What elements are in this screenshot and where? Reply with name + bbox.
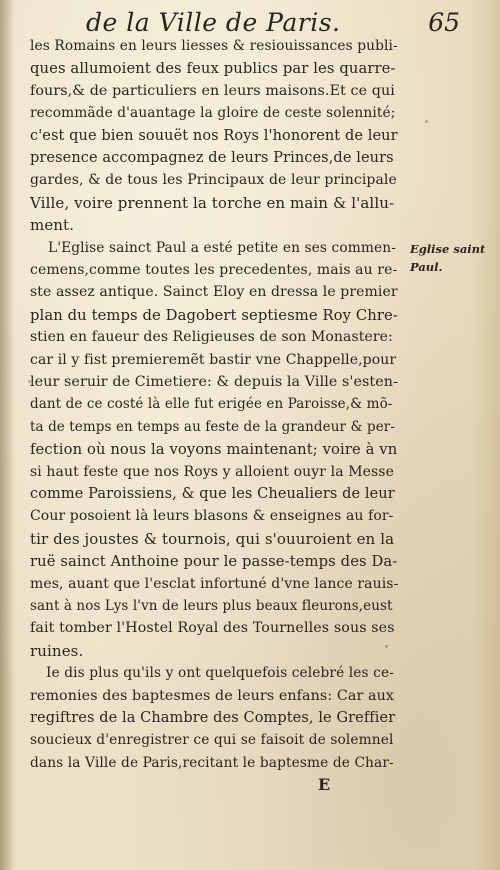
text-line: si haut feste que nos Roys y alloient ouyr la Messe (30, 464, 394, 480)
running-title: de la Ville de Paris. (86, 8, 341, 37)
text-line: Ie dis plus qu'ils y ont quelquefois celebré les ce- (46, 665, 394, 681)
margin-note-line: Paul. (410, 260, 443, 274)
text-line: les Romains en leurs liesses & resiouissances publi- (30, 38, 398, 54)
text-line: recommãde d'auantage la gloire de ceste solennité; (30, 105, 396, 121)
text-line: ruë sainct Anthoine pour le passe-temps des Da- (30, 553, 398, 570)
text-line: regiftres de la Chambre des Comptes, le Greffier (30, 710, 396, 726)
text-line: Ville, voire prennent la torche en main & l'allu- (30, 194, 395, 212)
text-line: fection où nous la voyons maintenant; voire à vn (30, 441, 398, 458)
text-line: Cour posoient là leurs blasons & enseignes au for- (30, 508, 394, 524)
text-line: cemens,comme toutes les precedentes, mais au re- (30, 262, 398, 278)
text-line: remonies des baptesmes de leurs enfans: Car aux (30, 688, 395, 704)
paper-speck (28, 380, 31, 383)
text-line: dans la Ville de Paris,recitant le baptesme de Char- (30, 755, 394, 771)
text-line: sant à nos Lys l'vn de leurs plus beaux fleurons,eust (30, 598, 393, 614)
text-line: gardes, & de tous les Principaux de leur principale (30, 172, 397, 188)
text-line: c'est que bien souuët nos Roys l'honorent de leur (30, 128, 398, 144)
text-line: ques allumoient des feux publics par les quarre- (30, 60, 396, 77)
text-line: fait tomber l'Hostel Royal des Tournelles sous ses (30, 620, 395, 636)
text-line: leur seruir de Cimetiere: & depuis la Ville s'esten- (30, 374, 398, 390)
text-line: comme Paroissiens, & que les Cheualiers de leur (30, 486, 395, 502)
page-number: 65 (428, 8, 460, 37)
text-line: soucieux d'enregistrer ce qui se faisoit de solemnel (30, 732, 394, 748)
text-line: tir des joustes & tournois, qui s'ouuroient en la (30, 530, 395, 548)
text-line: stien en faueur des Religieuses de son Monastere: (30, 329, 393, 345)
text-line: fours,& de particuliers en leurs maisons.Et ce qui (30, 83, 395, 99)
gutter-shadow (0, 0, 14, 870)
text-line: presence accompagnez de leurs Princes,de leurs (30, 150, 394, 166)
text-line: ment. (30, 216, 75, 234)
text-line: plan du temps de Dagobert septiesme Roy Chre- (30, 307, 398, 324)
running-head (0, 6, 500, 40)
text-line: dant de ce costé là elle fut erigée en Paroisse,& mõ- (30, 396, 393, 412)
margin-note-line: Eglise saint (410, 242, 486, 256)
text-line: ruines. (30, 642, 84, 660)
paper-speck (425, 120, 428, 123)
text-line: car il y fist premieremẽt bastir vne Chappelle,pour (30, 352, 397, 368)
paper-speck (385, 645, 388, 648)
text-line: L'Eglise sainct Paul a esté petite en ses commen- (48, 240, 396, 256)
text-line: ste assez antique. Sainct Eloy en dressa le premier (30, 284, 398, 300)
text-line: mes, auant que l'esclat infortuné d'vne lance rauis- (30, 576, 399, 592)
signature-mark: E (318, 775, 331, 794)
text-line: ta de temps en temps au feste de la grandeur & per- (30, 419, 396, 435)
